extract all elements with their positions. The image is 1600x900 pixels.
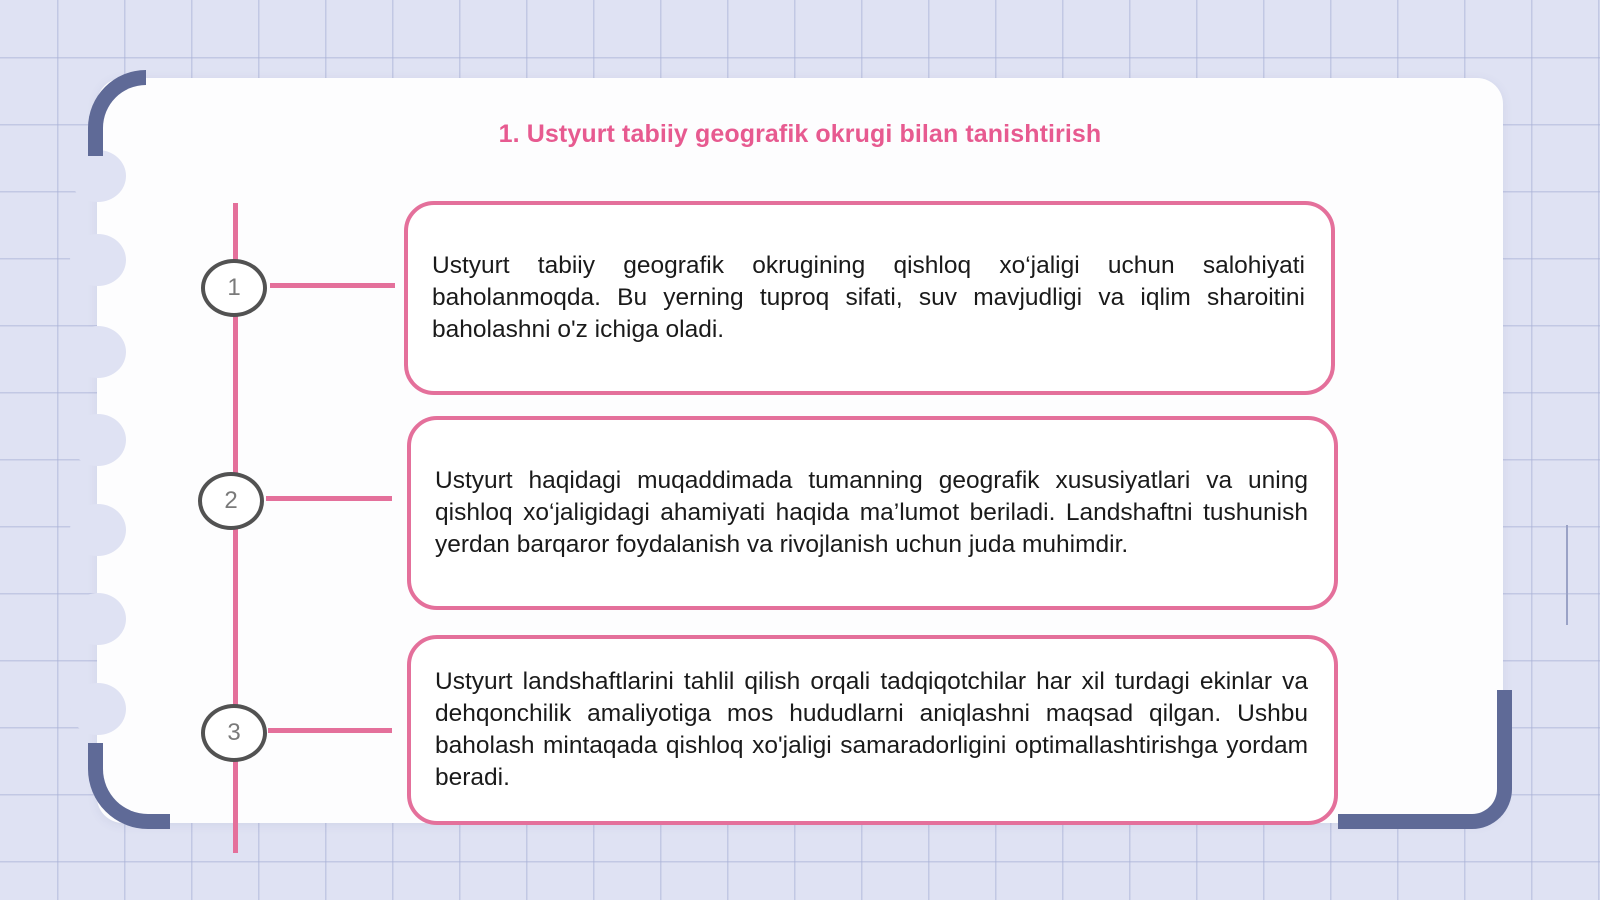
card-edge-scallop bbox=[70, 593, 126, 645]
step-marker-3: 3 bbox=[201, 704, 267, 762]
frame-corner-top-left bbox=[88, 70, 146, 156]
step-text-2: Ustyurt haqidagi muqaddimada tumanning geografik xususiyatlari va uning qishloq xo‘jaligidagi ahamiyati haqida ma’lumot beriladi. Landshaftni tushunish yerdan barqaror foydalanish va rivojlanish uchun juda muhimdir. bbox=[435, 467, 1308, 558]
card-edge-scallop bbox=[70, 683, 126, 735]
frame-corner-bottom-right bbox=[1338, 690, 1512, 829]
timeline-connector-2 bbox=[266, 496, 392, 501]
step-text-1: Ustyurt tabiiy geografik okrugining qishloq xo‘jaligi uchun salohiyati baholanmoqda. Bu yerning tuproq sifati, suv mavjudligi va iqlim sharoitini baholashni o'z ichiga oladi. bbox=[432, 252, 1305, 343]
card-edge-scallop bbox=[70, 414, 126, 466]
card-edge-scallop bbox=[70, 234, 126, 286]
timeline-connector-3 bbox=[268, 728, 392, 733]
step-marker-2: 2 bbox=[198, 472, 264, 530]
step-text-3: Ustyurt landshaftlarini tahlil qilish orqali tadqiqotchilar har xil turdagi ekinlar va dehqonchilik amaliyotiga mos hududlarni aniqlashni maqsad qilgan. Ushbu baholash mintaqada qishloq xo'jaligi samaradorligini optimallashtirishga yordam beradi. bbox=[435, 668, 1308, 791]
card-edge-scallop bbox=[70, 504, 126, 556]
step-box-2 bbox=[407, 416, 1338, 610]
step-box-1 bbox=[404, 201, 1335, 395]
edge-divider bbox=[1566, 525, 1568, 625]
card-edge-scallop bbox=[70, 326, 126, 378]
frame-corner-bottom-left bbox=[88, 743, 170, 829]
step-marker-1: 1 bbox=[201, 259, 267, 317]
card-edge-scallop bbox=[70, 150, 126, 202]
timeline-connector-1 bbox=[270, 283, 395, 288]
step-box-3 bbox=[407, 635, 1338, 825]
slide-title: 1. Ustyurt tabiiy geografik okrugi bilan tanishtirish bbox=[498, 120, 1102, 148]
